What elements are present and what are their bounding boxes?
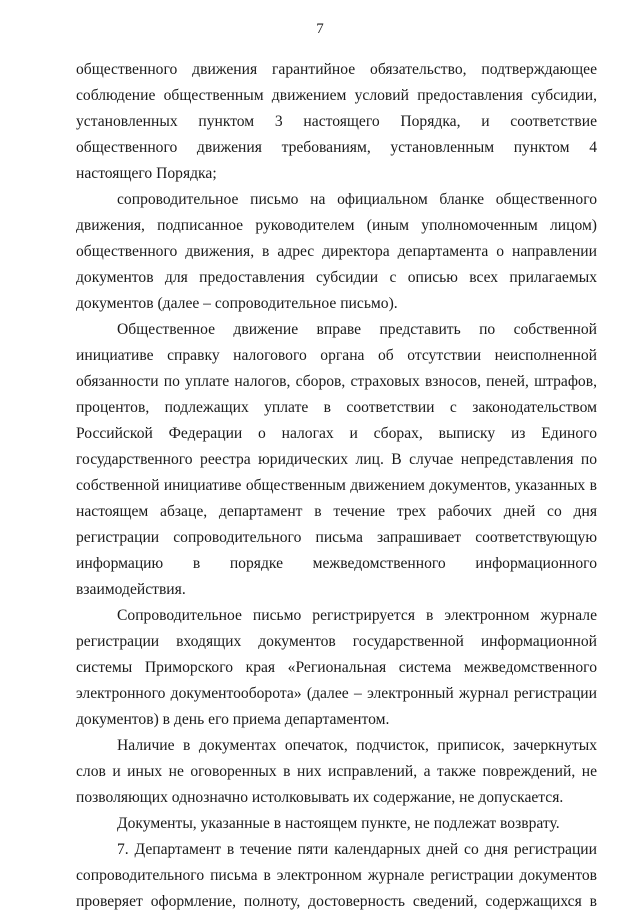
- page-number: 7: [316, 21, 324, 37]
- paragraph: Наличие в документах опечаток, подчисток, приписок, зачеркнутых слов и иных не оговоренных в них исправлений, а также повреждений, не позволяющих однозначно истолковывать их содержание, не допускается.: [76, 737, 597, 806]
- paragraph: Общественное движение вправе представить по собственной инициативе справку налогового органа об отсутствии неисполненной обязанности по уплате налогов, сборов, страховых взносов, пеней, штрафов, процентов, подлежащих уплате в соответствии с законодательством Российской Федерации о налогах и сборах, выписку из Единого государственного реестра юридических лиц. В случае непредставления по собственной инициативе общественным движением документов, указанных в настоящем абзаце, департамент в течение трех рабочих дней со дня регистрации сопроводительного письма запрашивает соответствующую информацию в порядке межведомственного информационного взаимодействия.: [76, 321, 597, 598]
- paragraph: общественного движения гарантийное обязательство, подтверждающее соблюдение общественным движением условий предоставления субсидии, установленных пунктом 3 настоящего Порядка, и соответствие общественного движения требованиям, установленным пунктом 4 настоящего Порядка;: [76, 61, 597, 182]
- paragraph: Документы, указанные в настоящем пункте, не подлежат возврату.: [117, 815, 560, 832]
- paragraph: сопроводительное письмо на официальном бланке общественного движения, подписанное руководителем (иным уполномоченным лицом) общественного движения, в адрес директора департамента о направлении документов для предоставления субсидии с описью всех прилагаемых документов (далее – сопроводительное письмо).: [76, 191, 597, 312]
- document-body: [76, 57, 597, 915]
- paragraph: 7. Департамент в течение пяти календарных дней со дня регистрации сопроводительного письма в электронном журнале регистрации документов проверяет оформление, полноту, достоверность сведений, содержащихся в: [76, 841, 597, 910]
- paragraph: Сопроводительное письмо регистрируется в электронном журнале регистрации входящих документов государственной информационной системы Приморского края «Региональная система межведомственного электронного документооборота» (далее – электронный журнал регистрации документов) в день его приема департаментом.: [76, 607, 597, 728]
